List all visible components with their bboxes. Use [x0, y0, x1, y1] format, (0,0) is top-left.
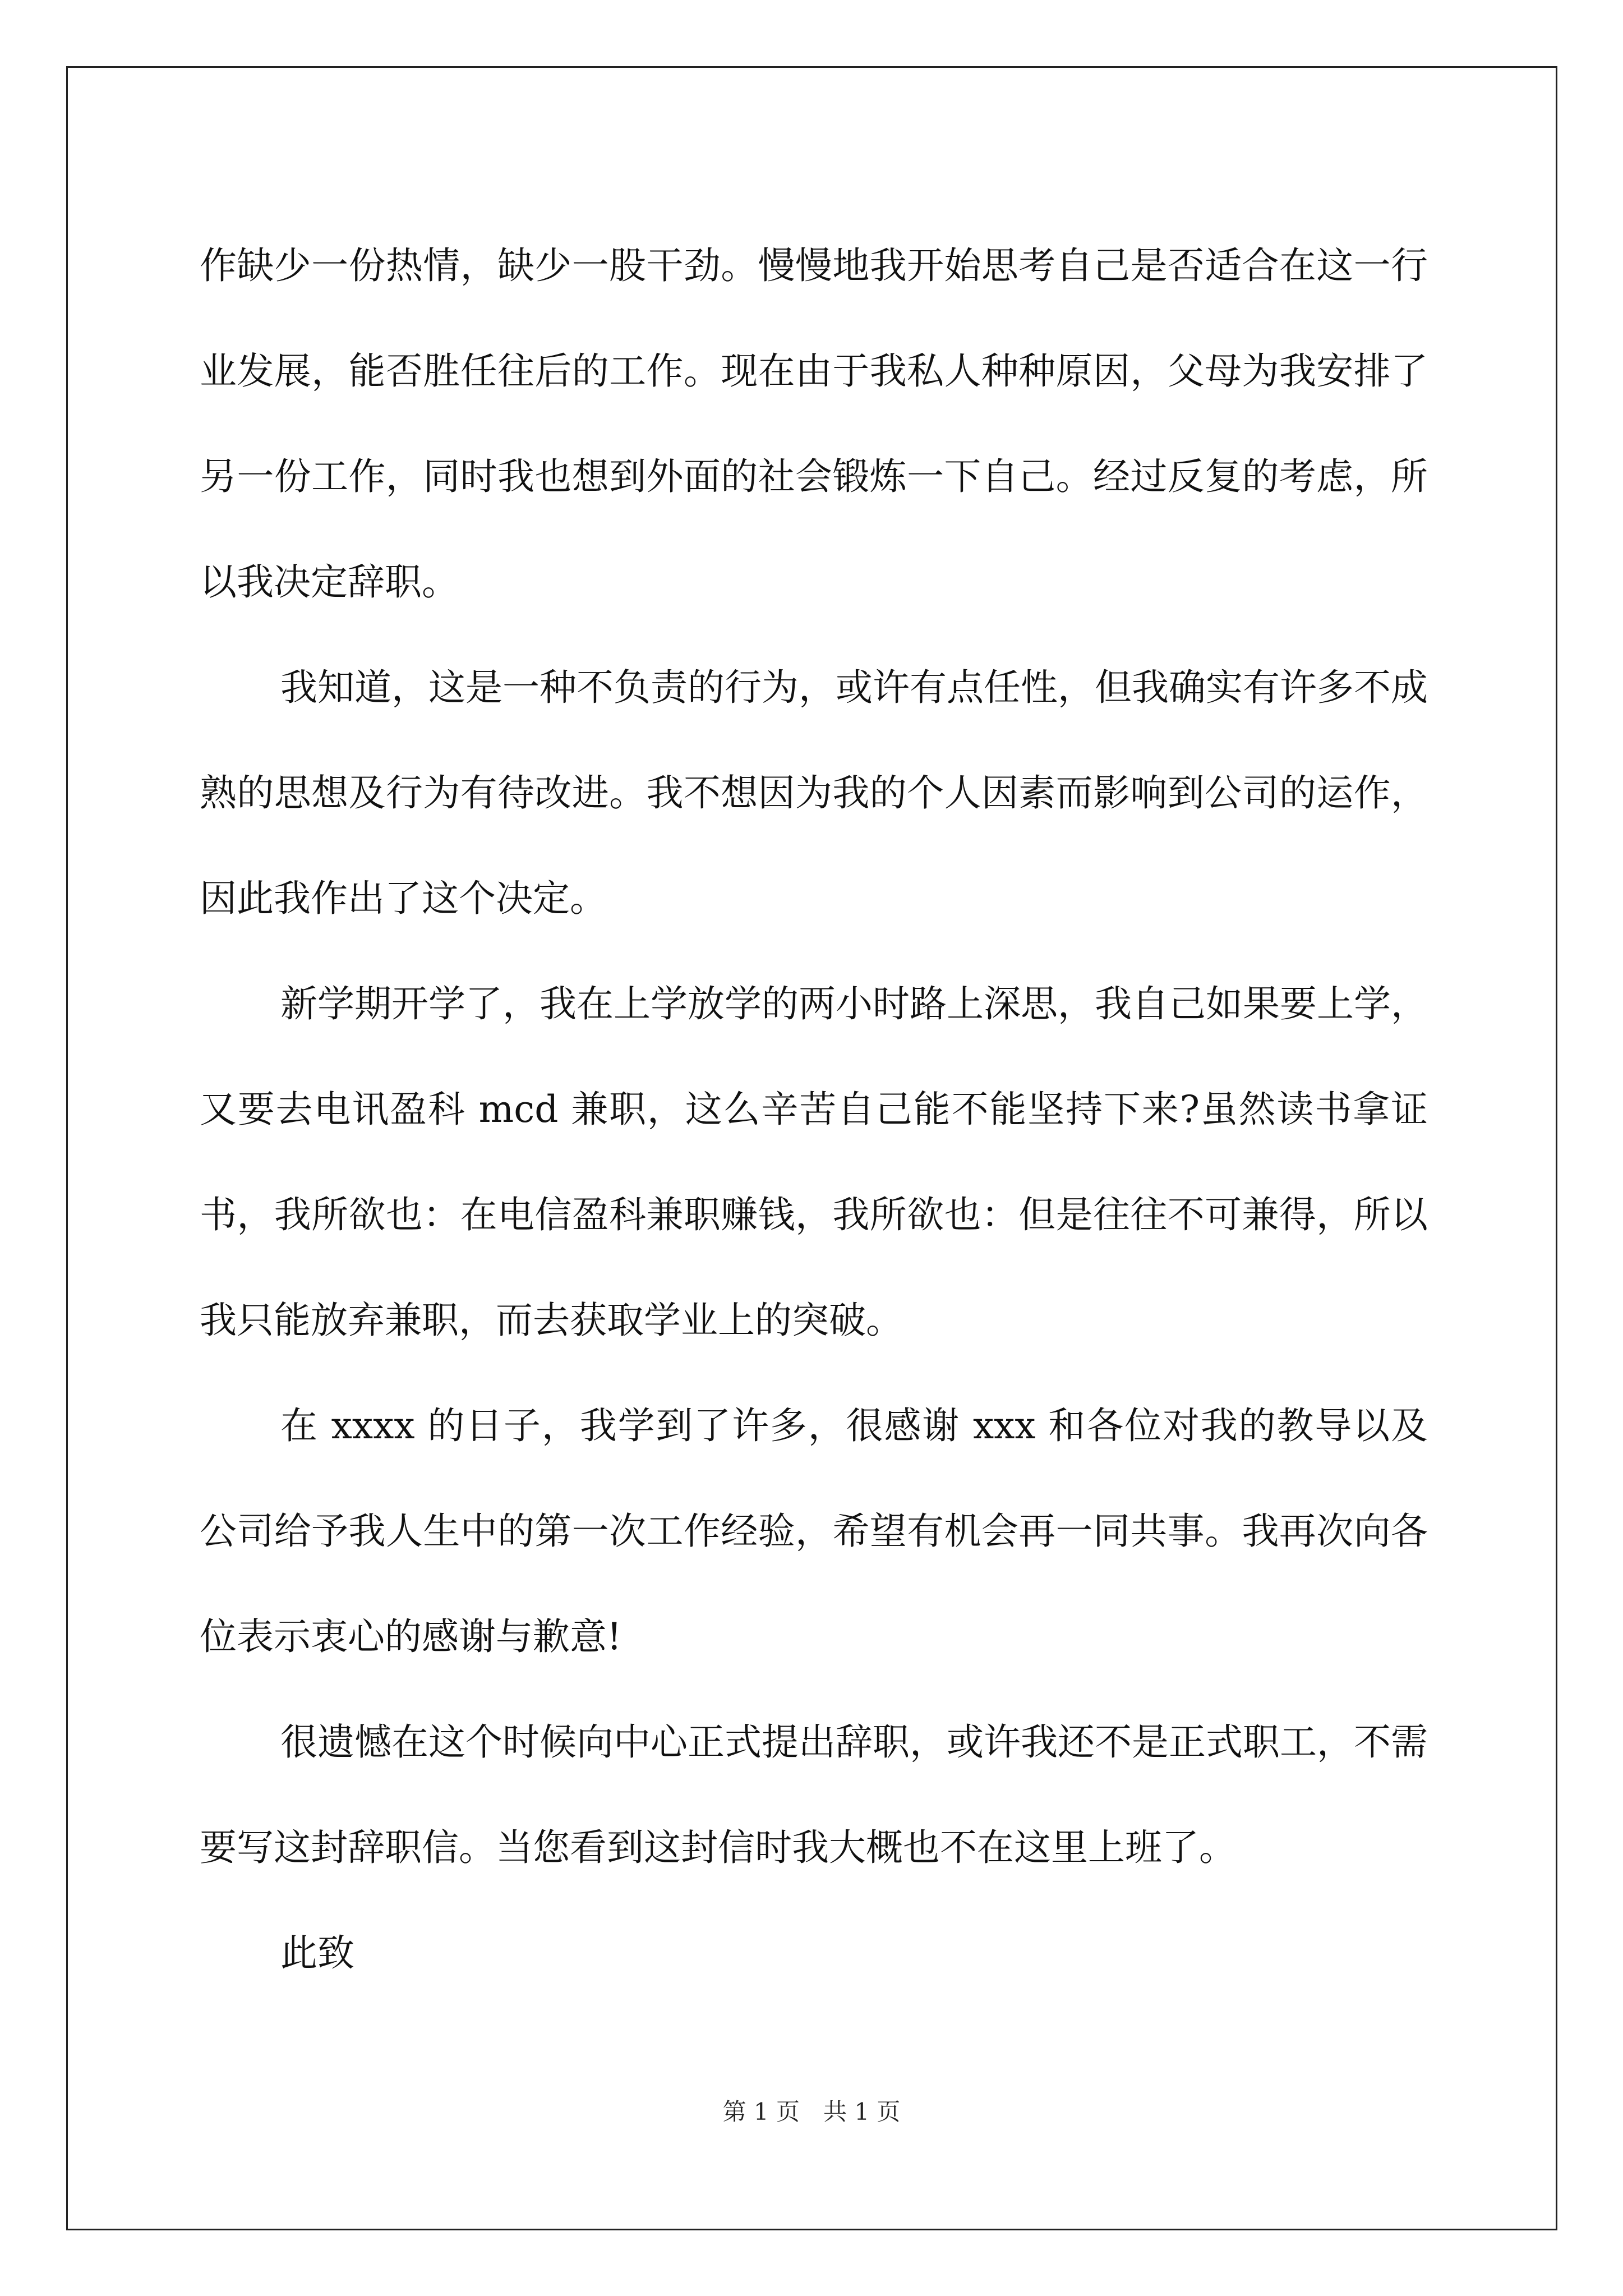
document-body: [200, 213, 1428, 2006]
paragraph-5: 很遗憾在这个时候向中心正式提出辞职，或许我还不是正式职工，不需要写这封辞职信。当您看到这封信时我大概也不在这里上班了。: [200, 1720, 1428, 1869]
paragraph-2: 我知道，这是一种不负责的行为，或许有点任性，但我确实有许多不成熟的思想及行为有待改进。我不想因为我的个人因素而影响到公司的运作，因此我作出了这个决定。: [200, 666, 1428, 920]
page-number-footer: 第 1 页 共 1 页: [722, 2098, 901, 2125]
paragraph-3: 新学期开学了，我在上学放学的两小时路上深思，我自己如果要上学，又要去电讯盈科 mcd 兼职，这么辛苦自己能不能坚持下来?虽然读书拿证书，我所欲也：在电信盈科兼职赚钱，我所欲也：但是往往不可兼得，所以我只能放弃兼职，而去获取学业上的突破。: [200, 982, 1428, 1342]
paragraph-1: 作缺少一份热情，缺少一股干劲。慢慢地我开始思考自己是否适合在这一行业发展，能否胜任往后的工作。现在由于我私人种种原因，父母为我安排了另一份工作，同时我也想到外面的社会锻炼一下自己。经过反复的考虑，所以我决定辞职。: [200, 244, 1428, 604]
closing-salutation: 此致: [280, 1931, 354, 1975]
paragraph-4: 在 xxxx 的日子，我学到了许多，很感谢 xxx 和各位对我的教导以及公司给予我人生中的第一次工作经验，希望有机会再一同共事。我再次向各位表示衷心的感谢与歉意!: [200, 1404, 1428, 1658]
